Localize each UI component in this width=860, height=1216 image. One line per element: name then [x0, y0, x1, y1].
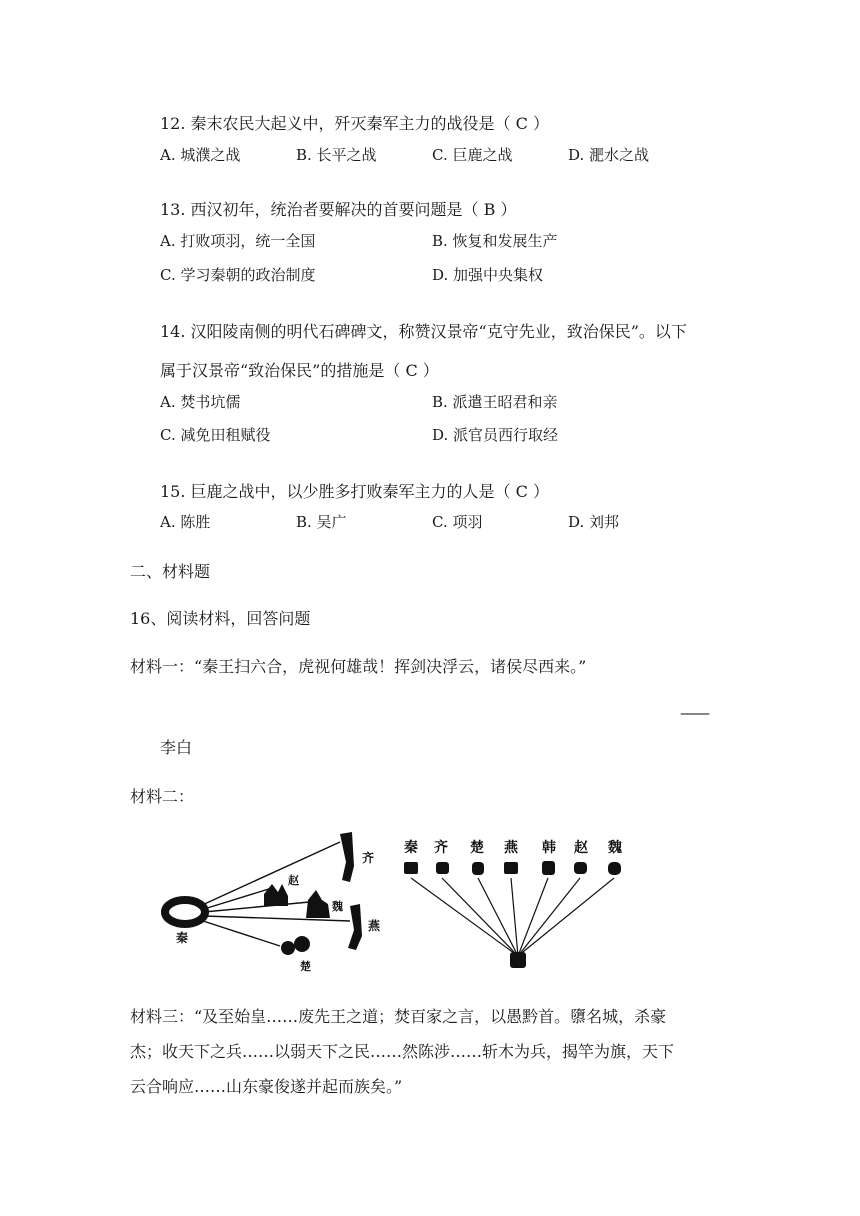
qi-shape-icon [340, 832, 354, 882]
qin-ring-icon [165, 900, 205, 924]
q13-option-c: C. 学习秦朝的政治制度 [160, 266, 316, 284]
q14-option-a: A. 焚书坑儒 [160, 393, 241, 411]
material-3-line1: 材料三：“及至始皇……废先王之道；焚百家之言，以愚黔首。隳名城，杀豪 [130, 1007, 667, 1026]
q13-stem: 13. 西汉初年，统治者要解决的首要问题是（ B ） [160, 200, 517, 219]
ancient-script-glyphs-icon [404, 861, 621, 875]
q12-option-c: C. 巨鹿之战 [432, 146, 513, 164]
right-label-chu: 楚 [470, 840, 484, 856]
material-2-figure [160, 826, 630, 976]
q13-option-a: A. 打败项羽，统一全国 [160, 232, 316, 250]
q13-option-d: D. 加强中央集权 [432, 266, 544, 284]
q13-option-b: B. 恢复和发展生产 [432, 232, 558, 250]
material-3-line2: 杰；收天下之兵……以弱天下之民……然陈涉……斩木为兵，揭竿为旗，天下 [130, 1042, 675, 1061]
q15-option-a: A. 陈胜 [160, 513, 211, 531]
left-label-yan: 燕 [368, 919, 381, 933]
left-label-qin: 秦 [176, 931, 189, 945]
q15-option-c: C. 项羽 [432, 513, 483, 531]
left-label-qi: 齐 [362, 851, 375, 865]
left-label-wei: 魏 [332, 900, 343, 913]
left-diagram [165, 832, 381, 973]
wei-shape-icon [306, 890, 330, 918]
left-label-zhao: 赵 [288, 874, 299, 887]
material-1-author: 李白 [160, 738, 193, 757]
unified-script-glyph-icon [510, 952, 526, 968]
right-label-wei: 魏 [608, 840, 622, 856]
q12-option-d: D. 淝水之战 [568, 146, 650, 164]
material-2-label: 材料二： [130, 787, 195, 806]
q15-option-b: B. 吴广 [296, 513, 347, 531]
right-label-qi: 齐 [434, 840, 448, 856]
right-label-han: 韩 [542, 840, 556, 856]
section-heading: 二、材料题 [130, 562, 211, 581]
q12-option-a: A. 城濮之战 [160, 146, 241, 164]
right-label-qin: 秦 [404, 840, 418, 856]
q12-option-b: B. 长平之战 [296, 146, 377, 164]
q15-stem: 15. 巨鹿之战中，以少胜多打败秦军主力的人是（ C ） [160, 482, 549, 501]
yan-shape-icon [348, 904, 362, 950]
q14-option-d: D. 派官员西行取经 [432, 426, 559, 444]
q14-option-c: C. 减免田租赋役 [160, 426, 271, 444]
zhao-shape-icon [264, 884, 288, 906]
material-1-dash: —— [680, 703, 708, 722]
right-label-zhao: 赵 [574, 840, 588, 856]
q14-stem-line2: 属于汉景帝“致治保民”的措施是（ C ） [160, 361, 439, 380]
right-diagram [404, 839, 622, 968]
q15-option-d: D. 刘邦 [568, 513, 620, 531]
right-label-yan: 燕 [504, 840, 518, 856]
q12-stem: 12. 秦末农民大起义中，歼灭秦军主力的战役是（ C ） [160, 114, 549, 133]
q16-prompt: 16、阅读材料，回答问题 [130, 609, 311, 628]
q14-option-b: B. 派遣王昭君和亲 [432, 393, 558, 411]
left-label-chu: 楚 [300, 960, 311, 973]
chu-shape-icon [281, 941, 295, 955]
q14-stem-line1: 14. 汉阳陵南侧的明代石碑碑文，称赞汉景帝“克守先业，致治保民”。以下 [160, 322, 687, 341]
material-1-text: 材料一：“秦王扫六合，虎视何雄哉！挥剑决浮云，诸侯尽西来。” [130, 657, 587, 676]
material-3-line3: 云合响应……山东豪俊遂并起而族矣。” [130, 1077, 403, 1096]
